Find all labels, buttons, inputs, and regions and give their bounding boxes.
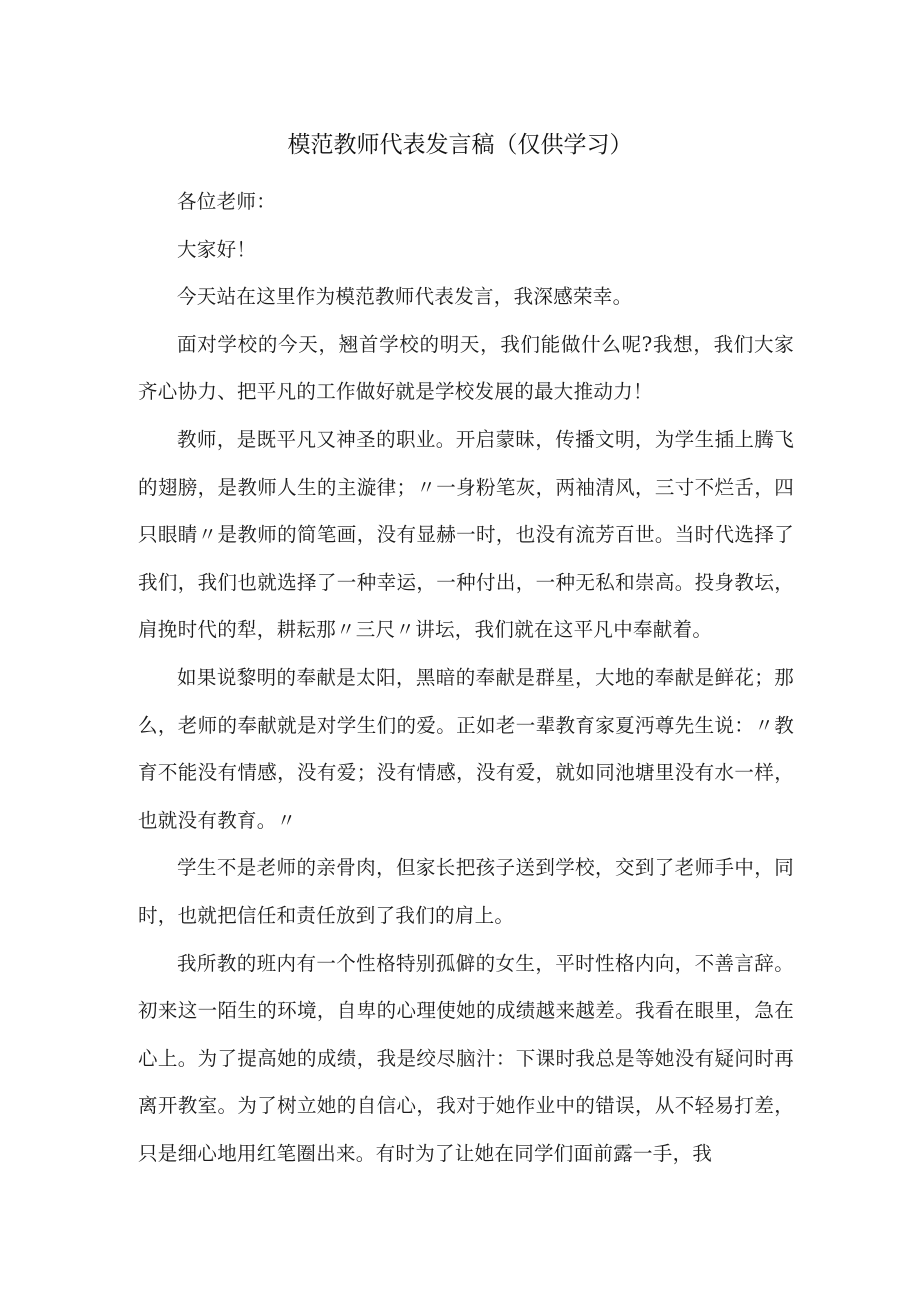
paragraph: 学生不是老师的亲骨肉，但家长把孩子送到学校，交到了老师手中，同时，也就把信任和责任放到了我们的肩上。 [138, 856, 794, 927]
paragraph-salutation: 各位老师： [177, 190, 277, 213]
paragraph: 今天站在这里作为模范教师代表发言，我深感荣幸。 [177, 285, 633, 309]
document-title: 模范教师代表发言稿（仅供学习） [287, 132, 633, 158]
paragraph-greeting: 大家好！ [177, 237, 257, 261]
document-body [138, 178, 794, 1177]
paragraph: 教师，是既平凡又神圣的职业。开启蒙昧，传播文明，为学生插上腾飞的翅膀，是教师人生的主漩律；〃一身粉笔灰，两袖清风，三寸不烂舌，四只眼睛〃是教师的简笔画，没有显赫一时，也没有流芳百世。当时代选择了我们，我们也就选择了一种幸运，一种付出，一种无私和崇高。投身教坛，肩挽时代的犁，耕耘那〃三尺〃讲坛，我们就在这平凡中奉献着。 [138, 427, 794, 642]
paragraph: 我所教的班内有一个性格特别孤僻的女生，平时性格内向，不善言辞。初来这一陌生的环境，自卑的心理使她的成绩越来越差。我看在眼里，急在心上。为了提高她的成绩，我是绞尽脑汁：下课时我总是等她没有疑问时再离开教室。为了树立她的自信心，我对于她作业中的错误，从不轻易打差，只是细心地用红笔圈出来。有时为了让她在同学们面前露一手，我 [138, 951, 794, 1165]
paragraph: 如果说黎明的奉献是太阳，黑暗的奉献是群星，大地的奉献是鲜花；那么，老师的奉献就是对学生们的爱。正如老一辈教育家夏沔尊先生说：〃教育不能没有情感，没有爱；没有情感，没有爱，就如同池塘里没有水一样，也就没有教育。〃 [138, 665, 794, 832]
paragraph: 面对学校的今天，翘首学校的明天，我们能做什么呢?我想，我们大家齐心协力、把平凡的工作做好就是学校发展的最大推动力！ [138, 332, 794, 404]
